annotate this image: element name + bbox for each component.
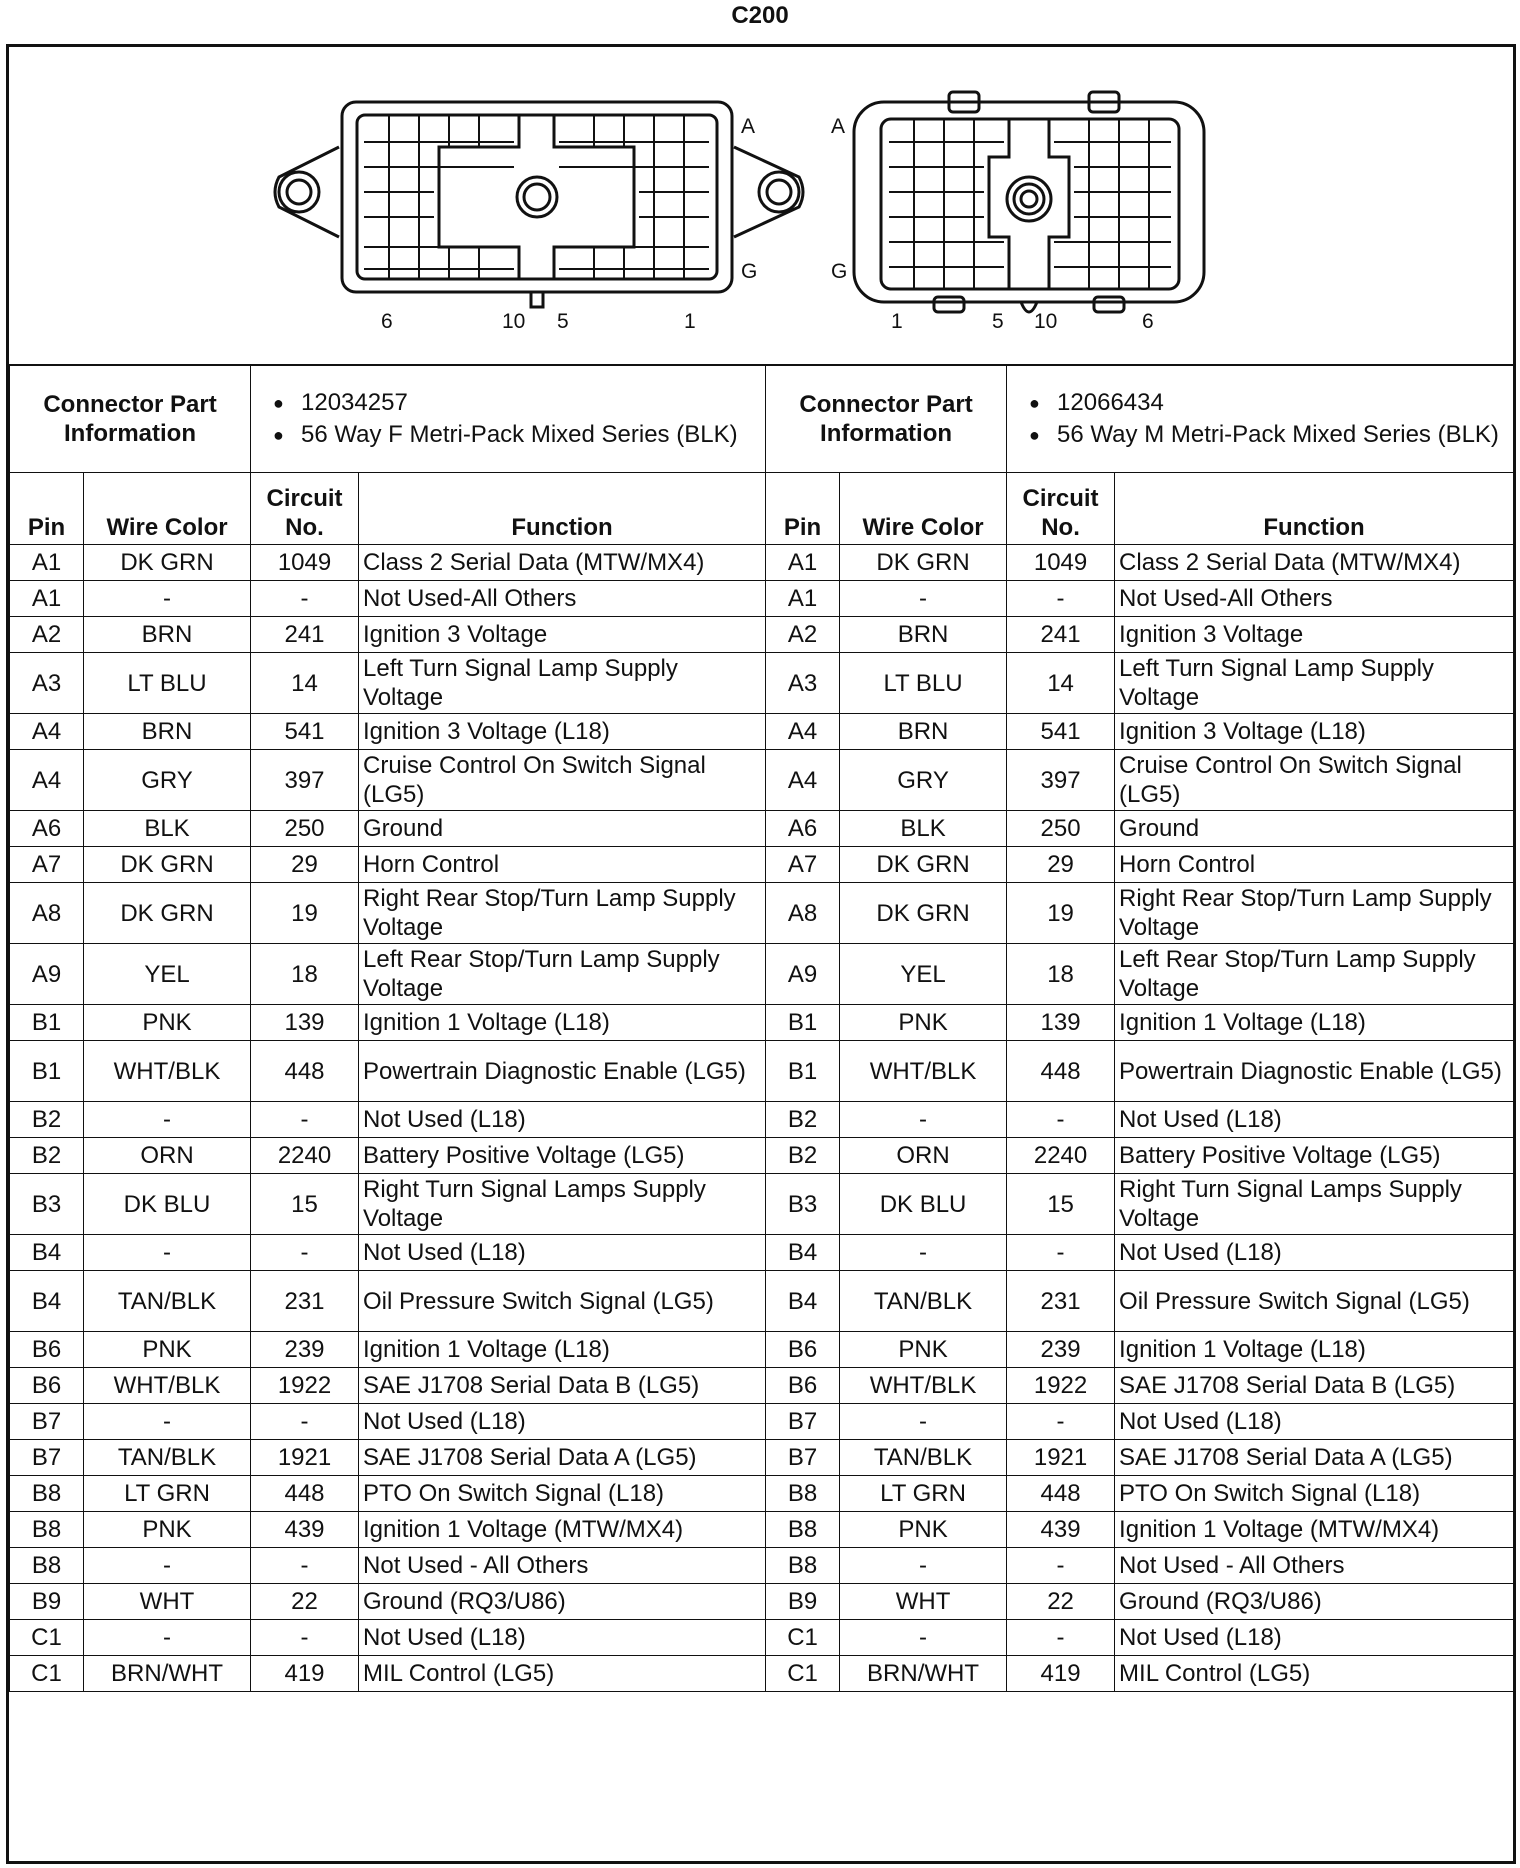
left-wire-color-cell: WHT/BLK: [84, 1368, 251, 1404]
table-row: [10, 1404, 1514, 1440]
left-wire-color-cell: BLK: [84, 811, 251, 847]
table-row: [10, 1656, 1514, 1692]
right-wire-color-header: Wire Color: [840, 473, 1007, 545]
left-wire-color-cell: BRN: [84, 714, 251, 750]
left-function-cell: Not Used (L18): [359, 1102, 766, 1138]
left-wire-color-cell: TAN/BLK: [84, 1440, 251, 1476]
right-function-cell: Not Used-All Others: [1115, 581, 1514, 617]
right-function-cell: Left Turn Signal Lamp Supply Voltage: [1115, 653, 1514, 714]
table-row: [10, 1174, 1514, 1235]
left-circuit-cell: 2240: [251, 1138, 359, 1174]
left-part-number: ● 12034257: [273, 387, 761, 419]
table-row: [10, 1512, 1514, 1548]
right-function-cell: Ignition 3 Voltage (L18): [1115, 714, 1514, 750]
right-function-cell: Powertrain Diagnostic Enable (LG5): [1115, 1041, 1514, 1102]
right-wire-color-cell: WHT: [840, 1584, 1007, 1620]
table-row: [10, 1620, 1514, 1656]
right-function-cell: Battery Positive Voltage (LG5): [1115, 1138, 1514, 1174]
left-part-description: ● 56 Way F Metri-Pack Mixed Series (BLK): [273, 419, 761, 451]
left-function-cell: Class 2 Serial Data (MTW/MX4): [359, 545, 766, 581]
right-function-cell: Not Used (L18): [1115, 1102, 1514, 1138]
right-pin-cell: A6: [766, 811, 840, 847]
left-circuit-cell: 397: [251, 750, 359, 811]
table-row: [10, 1138, 1514, 1174]
left-wire-color-cell: -: [84, 1548, 251, 1584]
left-pin-cell: B4: [10, 1271, 84, 1332]
right-function-cell: Left Rear Stop/Turn Lamp Supply Voltage: [1115, 944, 1514, 1005]
right-pin-cell: C1: [766, 1620, 840, 1656]
left-function-cell: Not Used (L18): [359, 1404, 766, 1440]
right-function-cell: Not Used - All Others: [1115, 1548, 1514, 1584]
right-circuit-header: Circuit No.: [1007, 473, 1115, 545]
left-pin-cell: B2: [10, 1102, 84, 1138]
right-wire-color-cell: BRN: [840, 617, 1007, 653]
right-wire-color-cell: TAN/BLK: [840, 1440, 1007, 1476]
right-circuit-cell: -: [1007, 1620, 1115, 1656]
right-info-items: [1007, 365, 1514, 473]
right-function-cell: Cruise Control On Switch Signal (LG5): [1115, 750, 1514, 811]
left-circuit-cell: -: [251, 1235, 359, 1271]
right-function-cell: Ignition 1 Voltage (L18): [1115, 1332, 1514, 1368]
right-circuit-cell: 241: [1007, 617, 1115, 653]
connector-sheet: [6, 44, 1516, 1864]
table-row: [10, 883, 1514, 944]
left-pin-header: Pin: [10, 473, 84, 545]
right-wire-color-cell: ORN: [840, 1138, 1007, 1174]
right-wire-color-cell: -: [840, 1620, 1007, 1656]
left-wire-color-cell: BRN: [84, 617, 251, 653]
left-circuit-cell: 1921: [251, 1440, 359, 1476]
right-wire-color-cell: DK GRN: [840, 883, 1007, 944]
right-circuit-cell: 448: [1007, 1041, 1115, 1102]
right-pin-cell: B8: [766, 1548, 840, 1584]
right-pin-cell: B4: [766, 1235, 840, 1271]
left-circuit-cell: 1049: [251, 545, 359, 581]
left-wire-color-cell: PNK: [84, 1512, 251, 1548]
left-circuit-cell: 15: [251, 1174, 359, 1235]
right-function-cell: MIL Control (LG5): [1115, 1656, 1514, 1692]
right-pin-cell: A7: [766, 847, 840, 883]
left-wire-color-cell: BRN/WHT: [84, 1656, 251, 1692]
left-pin-cell: B9: [10, 1584, 84, 1620]
right-pin-cell: B7: [766, 1440, 840, 1476]
left-circuit-cell: 439: [251, 1512, 359, 1548]
right-function-cell: Not Used (L18): [1115, 1235, 1514, 1271]
male-connector-drawing: [854, 92, 1204, 312]
left-pin-cell: A4: [10, 750, 84, 811]
left-wire-color-cell: DK GRN: [84, 847, 251, 883]
right-pin-cell: C1: [766, 1656, 840, 1692]
right-circuit-cell: -: [1007, 581, 1115, 617]
right-circuit-cell: 18: [1007, 944, 1115, 1005]
right-wire-color-cell: -: [840, 1235, 1007, 1271]
right-circuit-cell: 19: [1007, 883, 1115, 944]
right-wire-color-cell: BLK: [840, 811, 1007, 847]
right-pin-cell: A9: [766, 944, 840, 1005]
right-circuit-cell: 231: [1007, 1271, 1115, 1332]
male-pin-6-label: 6: [1142, 310, 1154, 333]
page-title: C200: [731, 2, 789, 29]
left-pin-cell: B7: [10, 1440, 84, 1476]
table-row: [10, 1271, 1514, 1332]
right-pin-cell: B7: [766, 1404, 840, 1440]
right-pin-cell: B2: [766, 1138, 840, 1174]
left-function-cell: Horn Control: [359, 847, 766, 883]
left-pin-cell: B3: [10, 1174, 84, 1235]
left-function-cell: Not Used (L18): [359, 1620, 766, 1656]
left-function-cell: Ground (RQ3/U86): [359, 1584, 766, 1620]
right-function-cell: Ground: [1115, 811, 1514, 847]
table-row: [10, 617, 1514, 653]
table-row: [10, 1041, 1514, 1102]
left-wire-color-cell: YEL: [84, 944, 251, 1005]
right-function-cell: Not Used (L18): [1115, 1620, 1514, 1656]
left-circuit-cell: 448: [251, 1041, 359, 1102]
left-circuit-cell: 241: [251, 617, 359, 653]
left-info-items: [251, 365, 766, 473]
left-wire-color-cell: DK GRN: [84, 883, 251, 944]
left-function-cell: SAE J1708 Serial Data B (LG5): [359, 1368, 766, 1404]
right-circuit-cell: 541: [1007, 714, 1115, 750]
female-row-g-label: G: [741, 260, 758, 283]
right-pin-cell: B1: [766, 1041, 840, 1102]
left-function-cell: MIL Control (LG5): [359, 1656, 766, 1692]
right-wire-color-cell: WHT/BLK: [840, 1368, 1007, 1404]
left-pin-cell: C1: [10, 1656, 84, 1692]
left-circuit-cell: -: [251, 1620, 359, 1656]
right-pin-cell: B4: [766, 1271, 840, 1332]
right-function-cell: Right Rear Stop/Turn Lamp Supply Voltage: [1115, 883, 1514, 944]
right-wire-color-cell: WHT/BLK: [840, 1041, 1007, 1102]
left-circuit-cell: -: [251, 1102, 359, 1138]
left-pin-cell: B8: [10, 1548, 84, 1584]
left-pin-cell: B1: [10, 1005, 84, 1041]
left-wire-color-cell: TAN/BLK: [84, 1271, 251, 1332]
left-circuit-cell: -: [251, 1404, 359, 1440]
right-circuit-cell: 1921: [1007, 1440, 1115, 1476]
right-wire-color-cell: TAN/BLK: [840, 1271, 1007, 1332]
male-pin-10-label: 10: [1034, 310, 1058, 333]
left-circuit-cell: 18: [251, 944, 359, 1005]
right-pin-cell: A1: [766, 581, 840, 617]
right-pin-cell: A4: [766, 714, 840, 750]
left-wire-color-cell: DK GRN: [84, 545, 251, 581]
left-pin-cell: B4: [10, 1235, 84, 1271]
table-row: [10, 1235, 1514, 1271]
right-pin-cell: B8: [766, 1512, 840, 1548]
right-wire-color-cell: DK BLU: [840, 1174, 1007, 1235]
right-wire-color-cell: PNK: [840, 1512, 1007, 1548]
left-pin-cell: B2: [10, 1138, 84, 1174]
right-function-cell: PTO On Switch Signal (L18): [1115, 1476, 1514, 1512]
right-function-cell: Oil Pressure Switch Signal (LG5): [1115, 1271, 1514, 1332]
left-wire-color-cell: LT BLU: [84, 653, 251, 714]
right-pin-cell: B9: [766, 1584, 840, 1620]
left-function-cell: Cruise Control On Switch Signal (LG5): [359, 750, 766, 811]
right-function-cell: Ignition 1 Voltage (L18): [1115, 1005, 1514, 1041]
right-pin-cell: B2: [766, 1102, 840, 1138]
left-circuit-cell: 231: [251, 1271, 359, 1332]
right-function-cell: Ignition 3 Voltage: [1115, 617, 1514, 653]
left-pin-cell: C1: [10, 1620, 84, 1656]
left-wire-color-cell: PNK: [84, 1005, 251, 1041]
left-function-cell: Ignition 1 Voltage (MTW/MX4): [359, 1512, 766, 1548]
left-pin-cell: A4: [10, 714, 84, 750]
right-wire-color-cell: -: [840, 1404, 1007, 1440]
left-pin-cell: B1: [10, 1041, 84, 1102]
left-pin-cell: A9: [10, 944, 84, 1005]
left-pin-cell: B6: [10, 1368, 84, 1404]
table-row: [10, 653, 1514, 714]
left-function-cell: Not Used (L18): [359, 1235, 766, 1271]
right-circuit-cell: 14: [1007, 653, 1115, 714]
female-connector-drawing: [275, 102, 803, 307]
right-function-cell: Right Turn Signal Lamps Supply Voltage: [1115, 1174, 1514, 1235]
right-circuit-cell: -: [1007, 1235, 1115, 1271]
right-function-cell: Ground (RQ3/U86): [1115, 1584, 1514, 1620]
right-part-description: ● 56 Way M Metri-Pack Mixed Series (BLK): [1029, 419, 1509, 451]
left-pin-cell: B8: [10, 1512, 84, 1548]
right-circuit-cell: 2240: [1007, 1138, 1115, 1174]
right-function-cell: Class 2 Serial Data (MTW/MX4): [1115, 545, 1514, 581]
left-wire-color-cell: -: [84, 581, 251, 617]
female-pin-5-label: 5: [557, 310, 569, 333]
right-wire-color-cell: YEL: [840, 944, 1007, 1005]
left-wire-color-cell: WHT/BLK: [84, 1041, 251, 1102]
right-wire-color-cell: LT BLU: [840, 653, 1007, 714]
left-circuit-cell: 19: [251, 883, 359, 944]
left-circuit-cell: 29: [251, 847, 359, 883]
left-function-cell: Ignition 3 Voltage: [359, 617, 766, 653]
left-pin-cell: A7: [10, 847, 84, 883]
right-info-label: Connector Part Information: [766, 365, 1007, 473]
connector-info-row: [10, 365, 1514, 473]
left-function-cell: Not Used - All Others: [359, 1548, 766, 1584]
left-wire-color-cell: DK BLU: [84, 1174, 251, 1235]
right-circuit-cell: 15: [1007, 1174, 1115, 1235]
left-function-cell: Ignition 3 Voltage (L18): [359, 714, 766, 750]
right-pin-cell: B6: [766, 1332, 840, 1368]
right-circuit-cell: -: [1007, 1102, 1115, 1138]
right-function-cell: Not Used (L18): [1115, 1404, 1514, 1440]
left-wire-color-cell: WHT: [84, 1584, 251, 1620]
male-row-a-label: A: [831, 115, 846, 138]
right-circuit-cell: -: [1007, 1548, 1115, 1584]
left-function-cell: PTO On Switch Signal (L18): [359, 1476, 766, 1512]
table-row: [10, 1368, 1514, 1404]
right-pin-cell: B8: [766, 1476, 840, 1512]
left-function-cell: Not Used-All Others: [359, 581, 766, 617]
right-pin-cell: A1: [766, 545, 840, 581]
table-row: [10, 581, 1514, 617]
left-wire-color-cell: ORN: [84, 1138, 251, 1174]
right-pin-cell: B6: [766, 1368, 840, 1404]
left-circuit-cell: 139: [251, 1005, 359, 1041]
female-pin-6-label: 6: [381, 310, 393, 333]
right-function-cell: SAE J1708 Serial Data B (LG5): [1115, 1368, 1514, 1404]
left-circuit-cell: 14: [251, 653, 359, 714]
right-wire-color-cell: -: [840, 1548, 1007, 1584]
left-circuit-cell: 541: [251, 714, 359, 750]
right-wire-color-cell: LT GRN: [840, 1476, 1007, 1512]
table-row: [10, 1332, 1514, 1368]
connector-drawings: [9, 47, 1513, 364]
left-circuit-header: Circuit No.: [251, 473, 359, 545]
left-pin-cell: A8: [10, 883, 84, 944]
left-pin-cell: A1: [10, 581, 84, 617]
left-pin-cell: B6: [10, 1332, 84, 1368]
right-wire-color-cell: PNK: [840, 1332, 1007, 1368]
left-pin-cell: A2: [10, 617, 84, 653]
pinout-table: [9, 364, 1514, 1692]
left-function-cell: Oil Pressure Switch Signal (LG5): [359, 1271, 766, 1332]
right-circuit-cell: 22: [1007, 1584, 1115, 1620]
table-row: [10, 811, 1514, 847]
left-circuit-cell: 448: [251, 1476, 359, 1512]
right-wire-color-cell: GRY: [840, 750, 1007, 811]
left-pin-cell: A3: [10, 653, 84, 714]
right-wire-color-cell: BRN/WHT: [840, 1656, 1007, 1692]
right-wire-color-cell: DK GRN: [840, 545, 1007, 581]
right-pin-header: Pin: [766, 473, 840, 545]
left-wire-color-cell: -: [84, 1102, 251, 1138]
right-wire-color-cell: -: [840, 581, 1007, 617]
left-function-cell: Ground: [359, 811, 766, 847]
left-circuit-cell: -: [251, 1548, 359, 1584]
female-row-a-label: A: [741, 115, 756, 138]
table-row: [10, 714, 1514, 750]
right-circuit-cell: 448: [1007, 1476, 1115, 1512]
right-part-number: ● 12066434: [1029, 387, 1509, 419]
left-wire-color-cell: GRY: [84, 750, 251, 811]
left-wire-color-cell: PNK: [84, 1332, 251, 1368]
male-pin-5-label: 5: [992, 310, 1004, 333]
left-wire-color-cell: LT GRN: [84, 1476, 251, 1512]
left-wire-color-cell: -: [84, 1235, 251, 1271]
table-row: [10, 1005, 1514, 1041]
left-function-cell: SAE J1708 Serial Data A (LG5): [359, 1440, 766, 1476]
right-function-header: Function: [1115, 473, 1514, 545]
right-circuit-cell: 139: [1007, 1005, 1115, 1041]
male-cavity-grid: [889, 119, 1171, 289]
table-row: [10, 1584, 1514, 1620]
left-circuit-cell: 22: [251, 1584, 359, 1620]
left-info-label: Connector Part Information: [10, 365, 251, 473]
right-circuit-cell: 1922: [1007, 1368, 1115, 1404]
left-pin-cell: A6: [10, 811, 84, 847]
right-function-cell: SAE J1708 Serial Data A (LG5): [1115, 1440, 1514, 1476]
table-row: [10, 944, 1514, 1005]
right-wire-color-cell: DK GRN: [840, 847, 1007, 883]
right-pin-cell: A4: [766, 750, 840, 811]
left-circuit-cell: -: [251, 581, 359, 617]
left-circuit-cell: 1922: [251, 1368, 359, 1404]
table-row: [10, 750, 1514, 811]
left-function-cell: Powertrain Diagnostic Enable (LG5): [359, 1041, 766, 1102]
left-pin-cell: B7: [10, 1404, 84, 1440]
left-function-cell: Right Rear Stop/Turn Lamp Supply Voltage: [359, 883, 766, 944]
right-wire-color-cell: BRN: [840, 714, 1007, 750]
left-pin-cell: B8: [10, 1476, 84, 1512]
left-wire-color-cell: -: [84, 1620, 251, 1656]
male-pin-1-label: 1: [891, 310, 903, 333]
left-function-cell: Left Turn Signal Lamp Supply Voltage: [359, 653, 766, 714]
left-function-header: Function: [359, 473, 766, 545]
right-circuit-cell: 250: [1007, 811, 1115, 847]
right-pin-cell: A3: [766, 653, 840, 714]
table-row: [10, 1476, 1514, 1512]
table-row: [10, 1440, 1514, 1476]
female-pin-1-label: 1: [684, 310, 696, 333]
left-wire-color-cell: -: [84, 1404, 251, 1440]
left-function-cell: Ignition 1 Voltage (L18): [359, 1332, 766, 1368]
left-function-cell: Battery Positive Voltage (LG5): [359, 1138, 766, 1174]
right-pin-cell: A8: [766, 883, 840, 944]
right-circuit-cell: 439: [1007, 1512, 1115, 1548]
left-pin-cell: A1: [10, 545, 84, 581]
table-row: [10, 847, 1514, 883]
table-header-row: [10, 473, 1514, 545]
table-row: [10, 1102, 1514, 1138]
table-row: [10, 545, 1514, 581]
left-function-cell: Ignition 1 Voltage (L18): [359, 1005, 766, 1041]
left-function-cell: Right Turn Signal Lamps Supply Voltage: [359, 1174, 766, 1235]
female-cavity-grid: [364, 115, 709, 279]
right-circuit-cell: 419: [1007, 1656, 1115, 1692]
left-function-cell: Left Rear Stop/Turn Lamp Supply Voltage: [359, 944, 766, 1005]
right-pin-cell: B1: [766, 1005, 840, 1041]
right-circuit-cell: 239: [1007, 1332, 1115, 1368]
right-pin-cell: A2: [766, 617, 840, 653]
right-circuit-cell: -: [1007, 1404, 1115, 1440]
right-wire-color-cell: PNK: [840, 1005, 1007, 1041]
left-circuit-cell: 239: [251, 1332, 359, 1368]
right-circuit-cell: 397: [1007, 750, 1115, 811]
right-function-cell: Horn Control: [1115, 847, 1514, 883]
left-wire-color-header: Wire Color: [84, 473, 251, 545]
table-row: [10, 1548, 1514, 1584]
female-pin-10-label: 10: [502, 310, 526, 333]
right-wire-color-cell: -: [840, 1102, 1007, 1138]
right-circuit-cell: 29: [1007, 847, 1115, 883]
male-row-g-label: G: [831, 260, 848, 283]
left-circuit-cell: 250: [251, 811, 359, 847]
right-function-cell: Ignition 1 Voltage (MTW/MX4): [1115, 1512, 1514, 1548]
right-pin-cell: B3: [766, 1174, 840, 1235]
connector-diagram-panel: [9, 47, 1513, 366]
left-circuit-cell: 419: [251, 1656, 359, 1692]
right-circuit-cell: 1049: [1007, 545, 1115, 581]
